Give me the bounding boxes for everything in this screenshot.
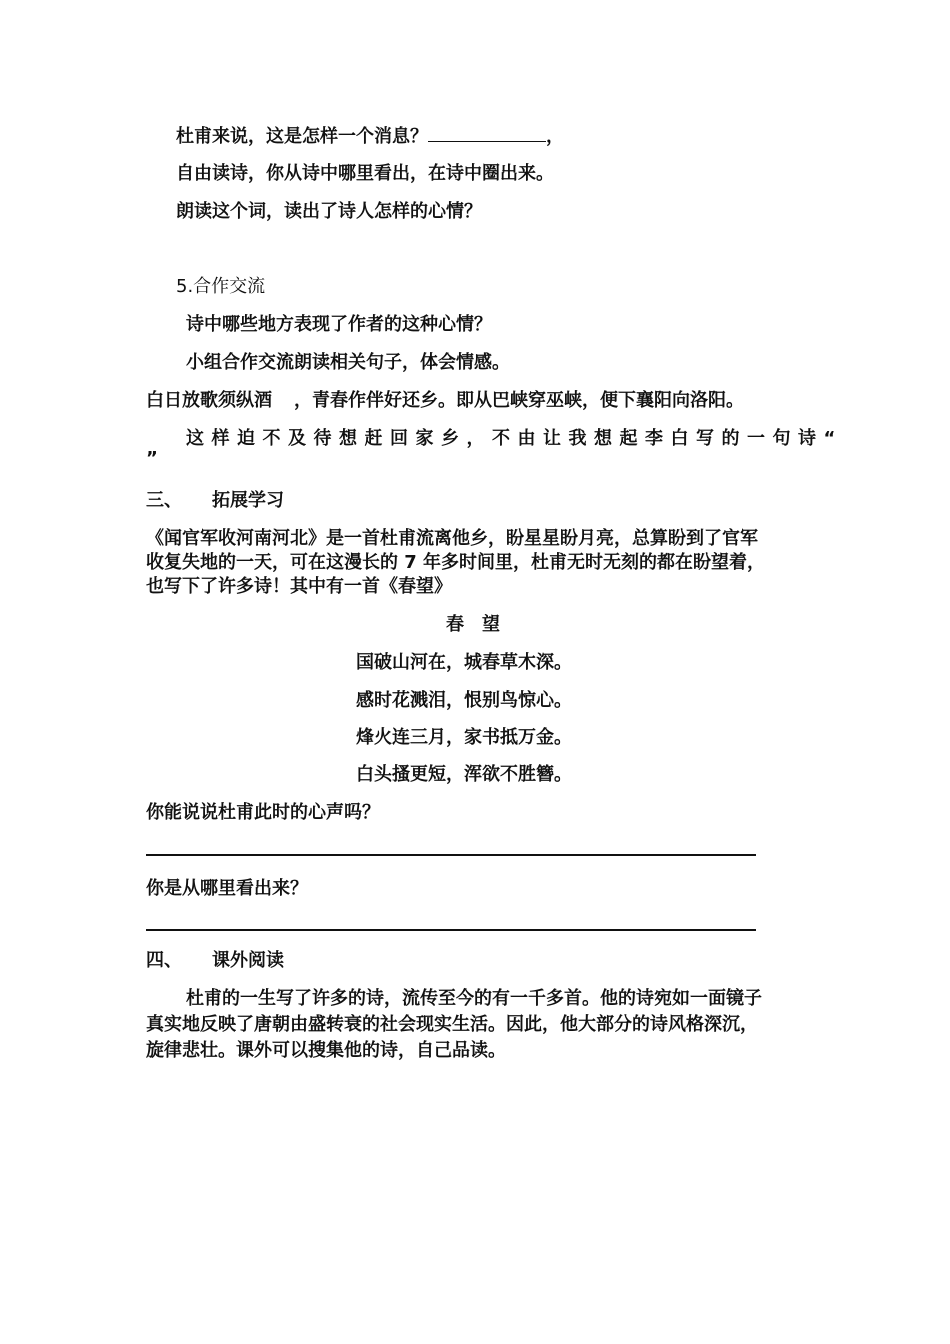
section-3-para-line-2: 收复失地的一天，可在这漫长的 7 年多时间里，杜甫无时无刻的都在盼望着，: [146, 552, 766, 573]
poem-quote-line: 白日放歌须纵酒 ，青春作伴好还乡。即从巴峡穿巫峡，便下襄阳向洛阳。: [146, 390, 744, 411]
answer-line-2[interactable]: [146, 929, 756, 931]
step-5-heading: 5.合作交流: [176, 276, 266, 297]
section-3-para-line-3: 也写下了许多诗！其中有一首《春望》: [146, 576, 452, 597]
section-3-para-line-1: 《闻官军收河南河北》是一首杜甫流离他乡，盼星星盼月亮，总算盼到了官军: [146, 528, 758, 549]
closing-quote-mark: ”: [146, 448, 158, 469]
question-line-4: 诗中哪些地方表现了作者的这种心情？: [186, 314, 492, 335]
section-4-para-line-1: 杜甫的一生写了许多的诗，流传至今的有一千多首。他的诗宛如一面镜子: [186, 988, 762, 1009]
poem-title: 春 望: [446, 614, 500, 635]
li-bai-prompt: 这样迫不及待想赶回家乡，不由让我想起李白写的一句诗“: [186, 428, 843, 449]
section-3-heading: 三、 拓展学习: [146, 490, 284, 511]
poem-line-3: 烽火连三月，家书抵万金。: [356, 727, 572, 748]
instruction-line-5: 小组合作交流朗读相关句子，体会情感。: [186, 352, 510, 373]
section-4-heading: 四、 课外阅读: [146, 950, 284, 971]
instruction-line-2: 自由读诗，你从诗中哪里看出，在诗中圈出来。: [176, 163, 554, 184]
answer-blank-inline[interactable]: [428, 123, 546, 142]
question-heart-voice: 你能说说杜甫此时的心声吗？: [146, 802, 380, 823]
instruction-line-3: 朗读这个词，读出了诗人怎样的心情？: [176, 201, 482, 222]
question-line-1: 杜甫来说，这是怎样一个消息？ ，: [176, 123, 564, 150]
question-where-seen: 你是从哪里看出来？: [146, 878, 308, 899]
answer-line-1[interactable]: [146, 854, 756, 856]
poem-line-1: 国破山河在，城春草木深。: [356, 652, 572, 673]
poem-line-2: 感时花溅泪，恨别鸟惊心。: [356, 690, 572, 711]
section-4-para-line-3: 旋律悲壮。课外可以搜集他的诗，自己品读。: [146, 1040, 506, 1061]
poem-line-4: 白头搔更短，浑欲不胜簪。: [356, 764, 572, 785]
section-4-para-line-2: 真实地反映了唐朝由盛转衰的社会现实生活。因此，他大部分的诗风格深沉，: [146, 1014, 758, 1035]
